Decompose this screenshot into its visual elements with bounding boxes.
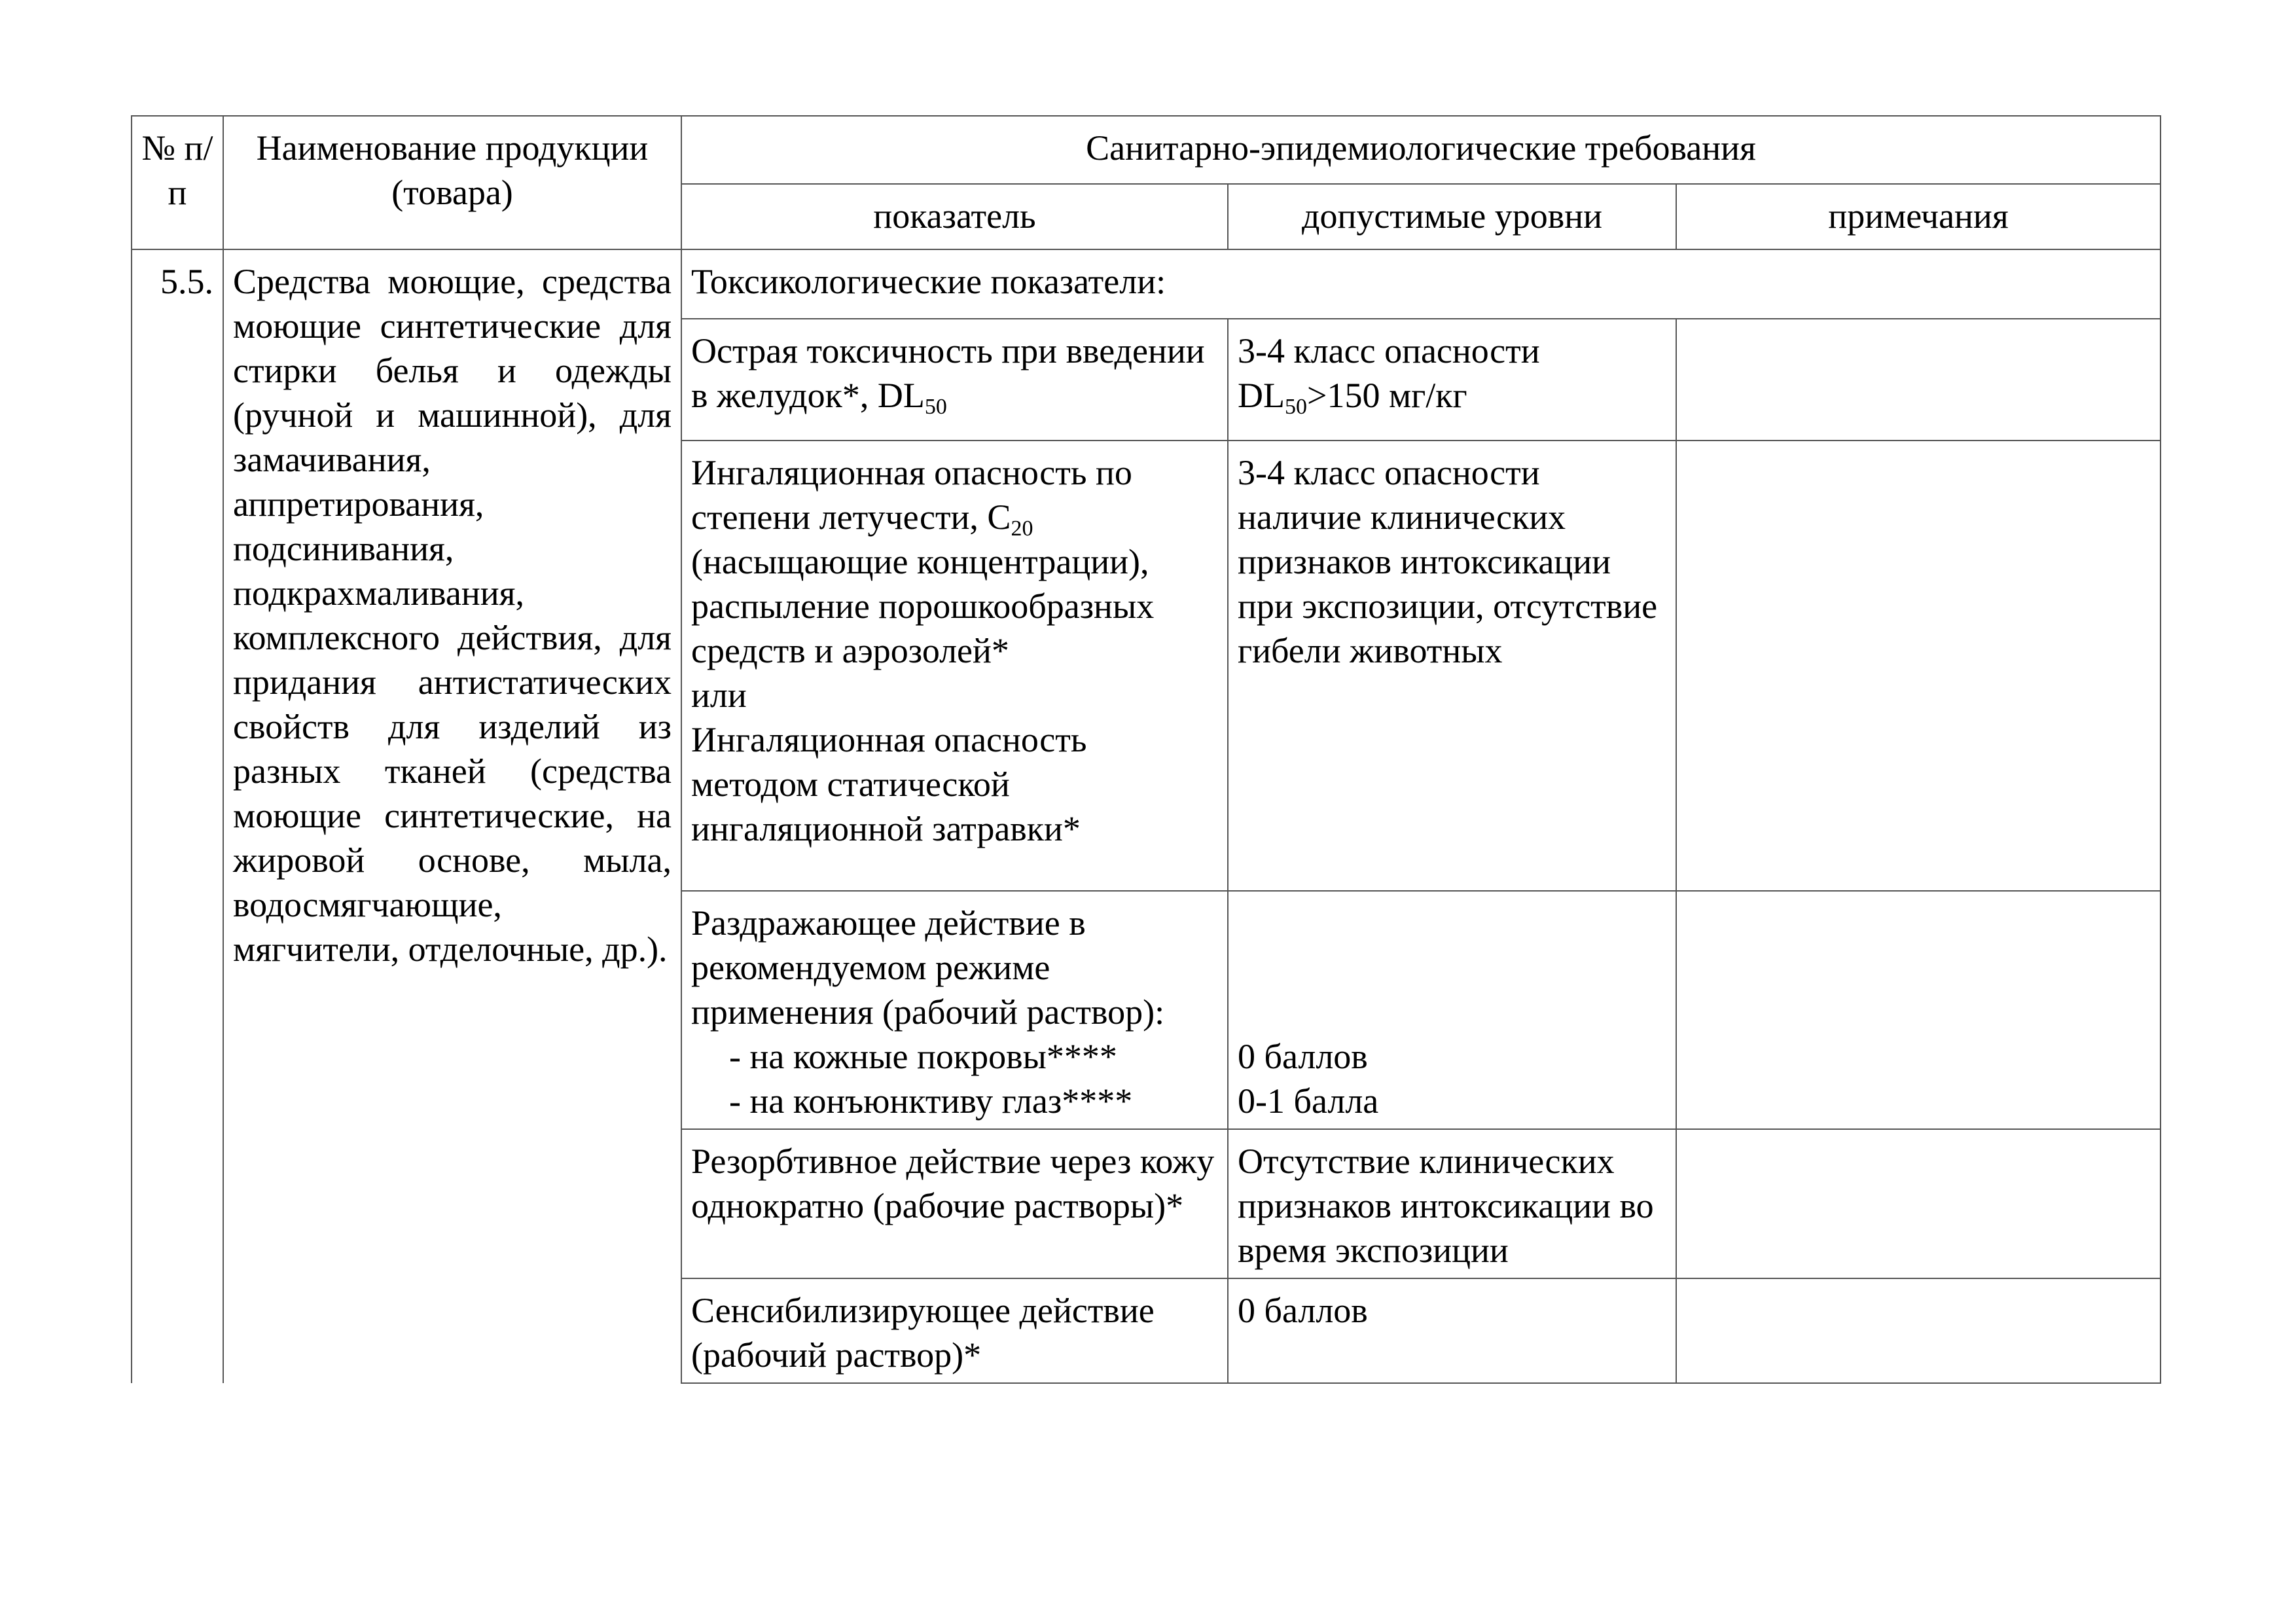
levels-cell	[1228, 319, 1676, 441]
header-product: Наименование продукции (товара)	[223, 116, 681, 249]
indicator-eye: - на конъюнктиву глаз****	[729, 1081, 1133, 1121]
levels-spacer	[1238, 901, 1666, 945]
notes-cell	[1676, 319, 2161, 441]
indicator-or: или	[691, 676, 747, 715]
header-num: № п/п	[132, 116, 223, 249]
indicator-cell: Резорбтивное действие через кожу однократно (рабочие растворы)*	[681, 1129, 1228, 1278]
notes-cell	[1676, 1129, 2161, 1278]
indicator-text: Ингаляционная опасность методом статической ингаляционной затравки*	[691, 720, 1087, 848]
indicator-cell	[681, 441, 1228, 891]
header-indicator: показатель	[681, 184, 1228, 249]
header-notes: примечания	[1676, 184, 2161, 249]
notes-cell	[1676, 1278, 2161, 1383]
levels-spacer	[1238, 945, 1666, 990]
levels-cell	[1228, 891, 1676, 1129]
notes-cell	[1676, 891, 2161, 1129]
product-name: Средства моющие, средства моющие синтетические для стирки белья и одежды (ручной и машинной), для замачивания, аппретирования, подсинивания, подкрахмаливания, комплексного действия, для придания антистатических свойств для изделий из разных тканей (средства моющие синтетические, на жировой основе, мыла, водосмягчающие, мягчители, отделочные, др.).	[223, 249, 681, 1383]
indicator-skin: - на кожные покровы****	[729, 1037, 1117, 1076]
levels-text: >150 мг/кг	[1306, 376, 1467, 415]
indicator-cell	[681, 891, 1228, 1129]
levels-cell: 0 баллов	[1228, 1278, 1676, 1383]
requirements-table	[131, 115, 2161, 1384]
section-title: Токсикологические показатели:	[681, 249, 2161, 319]
indicator-cell: Сенсибилизирующее действие (рабочий раствор)*	[681, 1278, 1228, 1383]
levels-text: 3-4 класс опасности	[1238, 331, 1540, 370]
levels-cell: Отсутствие клинических признаков интоксикации во время экспозиции	[1228, 1129, 1676, 1278]
document-page	[131, 115, 2160, 1384]
levels-skin: 0 баллов	[1238, 1037, 1368, 1076]
header-requirements: Санитарно-эпидемиологические требования	[681, 116, 2161, 184]
indicator-text: степени летучести, С	[691, 497, 1011, 537]
indicator-text-line	[691, 495, 1218, 539]
indicator-subscript: 20	[1011, 516, 1033, 541]
levels-spacer	[1238, 990, 1666, 1034]
header-row-top	[132, 116, 2161, 184]
levels-cell: 3-4 класс опасности наличие клинических признаков интоксикации при экспозиции, отсутствие гибели животных	[1228, 441, 1676, 891]
row-number: 5.5.	[132, 249, 223, 1383]
indicator-cell	[681, 319, 1228, 441]
notes-cell	[1676, 441, 2161, 891]
indicator-subscript: 50	[924, 395, 947, 419]
levels-subscript: 50	[1284, 395, 1307, 419]
indicator-text: Острая токсичность при введении в желудок*, DL	[691, 331, 1205, 415]
table-row	[132, 249, 2161, 319]
indicator-text: (насыщающие концентрации), распыление порошкообразных средств и аэрозолей*	[691, 542, 1155, 670]
levels-text: DL	[1238, 376, 1285, 415]
header-levels: допустимые уровни	[1228, 184, 1676, 249]
levels-eye: 0-1 балла	[1238, 1081, 1379, 1121]
indicator-text: Раздражающее действие в рекомендуемом режиме применения (рабочий раствор):	[691, 903, 1165, 1032]
indicator-text: Ингаляционная опасность по	[691, 453, 1132, 492]
